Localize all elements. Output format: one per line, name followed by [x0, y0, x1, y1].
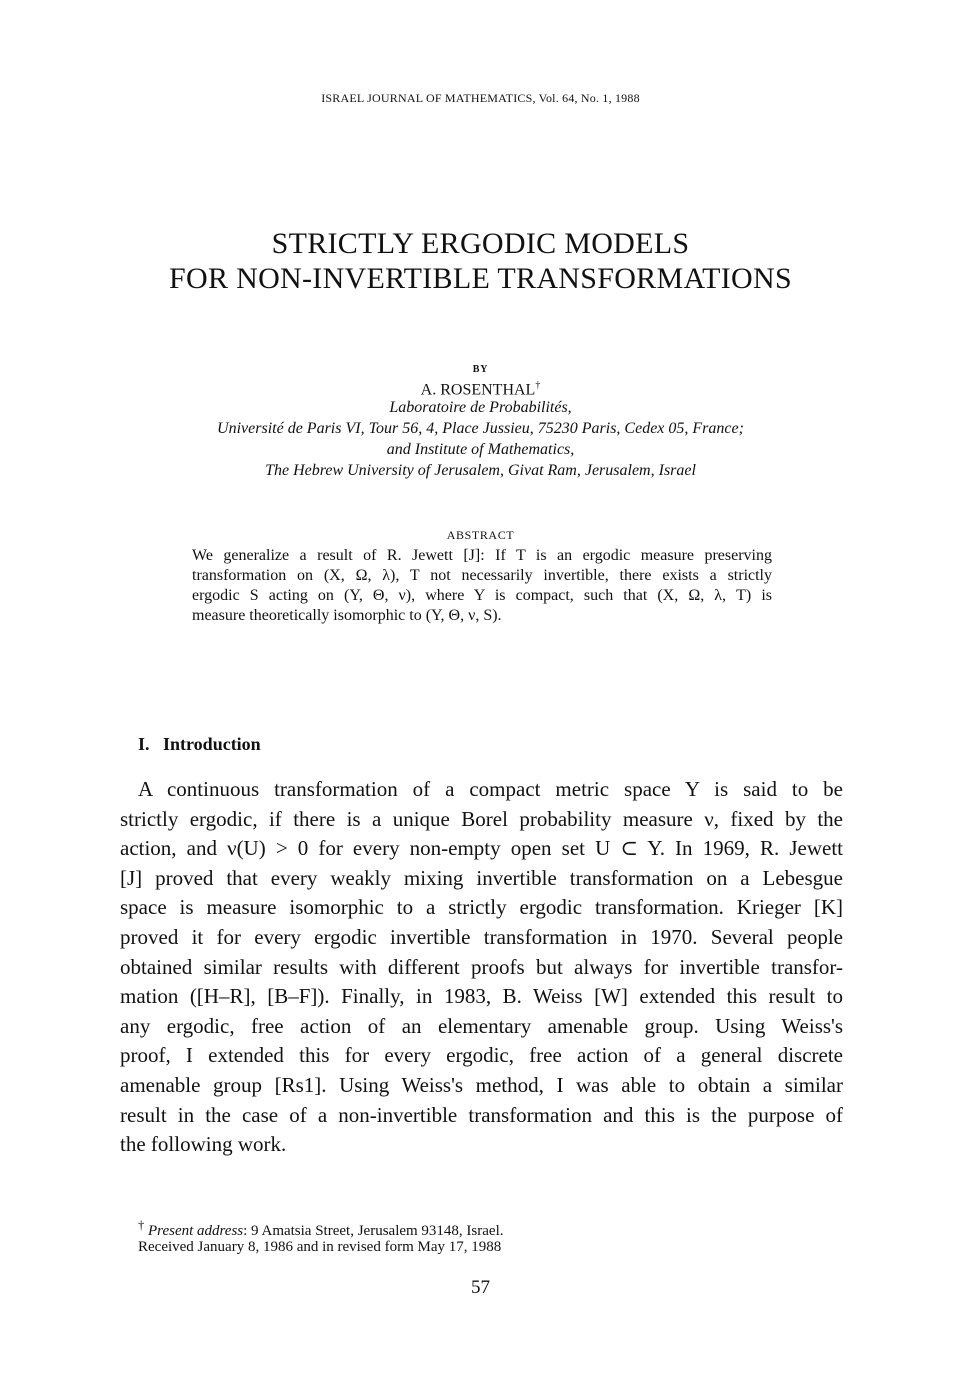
body-line: amenable group [Rs1]. Using Weiss's method, I was able to obtain a similar [120, 1072, 843, 1097]
abstract-line: ergodic S acting on (Y, Θ, ν), where Y is compact, such that (X, Ω, λ, T) is [192, 587, 772, 604]
body-line: the following work. [120, 1132, 287, 1157]
body-line: action, and ν(U) > 0 for every non-empty open set U ⊂ Y. In 1969, R. Jewett [120, 836, 843, 861]
affiliation-line: The Hebrew University of Jerusalem, Givat Ram, Jerusalem, Israel [265, 462, 696, 479]
paper-title-line-2: FOR NON-INVERTIBLE TRANSFORMATIONS [169, 262, 792, 295]
byline: BY [472, 364, 489, 375]
footnote-received: Received January 8, 1986 and in revised form May 17, 1988 [138, 1239, 502, 1255]
journal-header: ISRAEL JOURNAL OF MATHEMATICS, Vol. 64, No. 1, 1988 [321, 91, 640, 105]
author-footnote-mark: † [535, 380, 541, 391]
body-line: A continuous transformation of a compact metric space Y is said to be [138, 777, 843, 801]
abstract-line: transformation on (X, Ω, λ), T not necessarily invertible, there exists a strictly [192, 567, 772, 584]
introduction-body [120, 775, 843, 1160]
author-name: A. ROSENTHAL [420, 381, 536, 399]
page-number: 57 [471, 1277, 490, 1298]
paper-title-line-1: STRICTLY ERGODIC MODELS [271, 227, 690, 260]
body-line: [J] proved that every weakly mixing invertible transformation on a Lebesgue [120, 865, 843, 890]
abstract-body [192, 546, 772, 626]
affiliation-line: and Institute of Mathematics, [386, 441, 575, 458]
body-line: proof, I extended this for every ergodic, free action of a general discrete [120, 1043, 843, 1068]
abstract-line: We generalize a result of R. Jewett [J]: If T is an ergodic measure preserving [192, 547, 772, 564]
footnote-label: Present address [148, 1223, 244, 1239]
body-line: mation ([H–R], [B–F]). Finally, in 1983, B. Weiss [W] extended this result to [120, 984, 843, 1009]
body-line: result in the case of a non-invertible transformation and this is the purpose of [120, 1102, 843, 1127]
abstract-heading: ABSTRACT [446, 528, 515, 542]
section-heading: I. Introduction [138, 734, 261, 754]
footnote-mark: † [138, 1218, 145, 1232]
affiliation-line: Université de Paris VI, Tour 56, 4, Place Jussieu, 75230 Paris, Cedex 05, France; [217, 420, 744, 437]
abstract-line: measure theoretically isomorphic to (Y, Θ, ν, S). [192, 607, 502, 624]
body-line: strictly ergodic, if there is a unique Borel probability measure ν, fixed by the [120, 806, 843, 831]
body-line: space is measure isomorphic to a strictly ergodic transformation. Krieger [K] [120, 895, 843, 920]
footnote-present-address [138, 1218, 504, 1240]
author [0, 380, 961, 399]
body-line: proved it for every ergodic invertible transformation in 1970. Several people [120, 924, 843, 949]
footnote-text: : 9 Amatsia Street, Jerusalem 93148, Israel. [243, 1223, 504, 1239]
body-line: any ergodic, free action of an elementary amenable group. Using Weiss's [120, 1013, 843, 1038]
affiliation-line: Laboratoire de Probabilités, [389, 399, 572, 416]
body-line: obtained similar results with different proofs but always for invertible transfor- [120, 954, 843, 979]
